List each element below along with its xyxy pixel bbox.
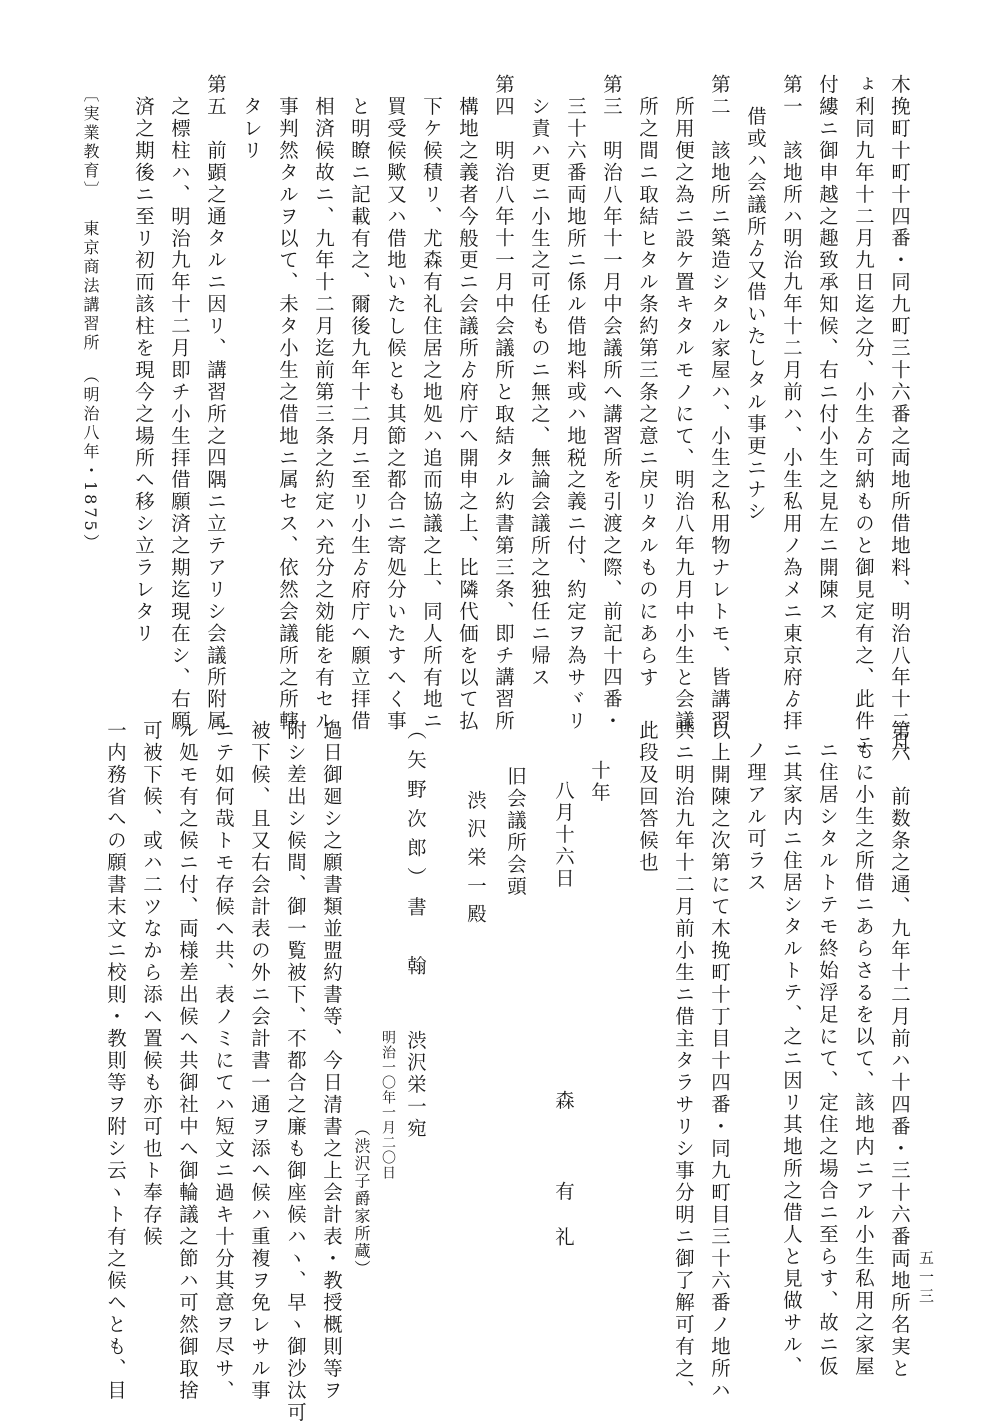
upper-line-6: 第二 該地所ニ築造シタル家屋ハ、小生之私用物ナレトモ、皆講習 [708,74,731,733]
upper-line-5: 借或ハ会議所ゟ又借いたしタル事更ニナシ [744,106,767,524]
sender-name: 森 有礼 [552,1090,575,1272]
letter-line-7: 一内務省への願書末文ニ校則・教則等ヲ附シ云ヽト有之候ヘとも、目 [104,720,127,1402]
upper-line-14: 下ケ候積リ、尤森有礼住居之地処ハ追而協議之上、同人所有地ニ [420,96,443,733]
conclusion-line-2: 共ニ明治九年十二月前小生ニ借主タラサリシ事分明ニ御了解可有之、 [672,720,695,1402]
upper-line-1: 木挽町十町十四番・同九町三十六番之両地所借地料、明治八年十二月 [888,74,911,755]
upper-line-8: 所之間ニ取結ヒタル条約第三条之意ニ戻リタルものにあらす [636,96,659,689]
letter-title: （矢野次郎）書 翰 [404,720,427,985]
institution-name: 東京商法講習所 [81,220,100,353]
recipient-name: 渋沢栄一殿 [464,790,487,932]
conclusion-line-3: 此段及回答候也 [636,720,659,874]
upper-line-4: 第一 該地所ハ明治九年十二月前ハ、小生私用ノ為メニ東京府ゟ拝 [780,74,803,733]
upper-line-12: 第四 明治八年十一月中会議所と取結タル約書第三条、即チ講習所 [492,74,515,733]
letter-line-6: 可被下候、或ハ二ツなから添ヘ置候も亦可也ト奉存候 [140,720,163,1248]
upper-line-9: 第三 明治八年十一月中会議所へ講習所を引渡之際、前記十四番・ [600,74,623,733]
upper-line-16: と明瞭ニ記載有之、爾後九年十二月ニ至リ小生ゟ府庁へ願立拝借 [348,96,371,733]
upper-line-15: 買受候歟又ハ借地いたし候とも其節之都合ニ寄処分いたすへく事 [384,96,407,733]
upper-line-13: 構地之義者今般更ニ会議所ゟ府庁へ開申之上、比隣代価を以て払 [456,96,479,733]
letter-line-3: 被下候、且又右会計表の外ニ会計書一通ヲ添ヘ候ハ重複ヲ免レサル事 [248,720,271,1402]
sixth-line-3: ニ住居シタルトテモ終始浮足にて、定住之場合ニ至らす、故ニ仮 [816,740,839,1378]
sixth-line-2: もに小生之所借ニあらさるを以て、該地内ニアル小生私用之家屋 [852,740,875,1378]
upper-line-11: シ責ハ更ニ小生之可任ものニ無之、無論会議所之独任ニ帰ス [528,96,551,689]
letter-line-1: 過日御廻シ之願書類並盟約書等、今日清書之上会計表・教授概則等ヲ [320,720,343,1402]
upper-line-2: ょ利同九年十二月九日迄之分、小生ゟ可納ものと御見定有之、此件ニ [852,74,875,755]
sixth-line-4: ニ其家内ニ住居シタルトテ、之ニ因リ其地所之借人と見做サル、 [780,740,803,1378]
letter-line-2: 附シ差出シ候間、御一覧被下、不都合之廉も御座候ハヽ、早ヽ御沙汰可 [284,720,307,1424]
sixth-line-5: ノ理アル可ラス [744,740,767,894]
letter-line-4: ニテ如何哉トモ存候ヘ共、表ノミにてハ短文ニ過キ十分其意ヲ尽サ、 [212,720,235,1402]
upper-line-3: 付縷ニ御申越之趣致承知候、右ニ付小生之見左ニ開陳ス [816,74,839,623]
conclusion-line-1: 以上開陳之次第にて木挽町十丁目十四番・同九町目三十六番ノ地所ハ [708,720,731,1402]
series-label: 〔実業教育〕 [81,86,100,200]
letter-date: 明治一〇年一月二〇日 [380,1030,396,1180]
letter-line-5: ル処モ有之候ニ付、両様差出候ヘ共御社中へ御輪議之節ハ可然御取捨 [176,720,199,1402]
archive-note: （渋沢子爵家所蔵） [352,1120,371,1278]
upper-line-19: タレリ [240,96,263,162]
upper-line-18: 事判然タルヲ以て、未タ小生之借地ニ属セス、依然会議所之所轄 [276,96,299,733]
upper-line-17: 相済候故ニ、九年十二月迄前第三条之約定ハ充分之効能を有セル [312,96,335,733]
era-label: （明治八年・1875） [81,367,100,553]
running-header [82,86,98,553]
letter-recipient: 渋沢栄一宛 [404,1030,427,1140]
sixth-line-1: 第六 前数条之通、九年十二月前ハ十四番・三十六番両地所名実と [888,720,911,1380]
page-number: 五一三 [917,1250,935,1307]
upper-line-7: 所用便之為ニ設ケ置キタルモノにて、明治八年九月中小生と会議 [672,96,695,733]
date-label: 八月十六日 [552,780,575,890]
upper-line-21: 之標柱ハ、明治九年十二月即チ小生拝借願済之期迄現在シ、右願 [168,96,191,733]
upper-line-20: 第五 前顕之通タルニ因リ、講習所之四隅ニ立テアリシ会議所附属 [204,74,227,733]
recipient-title: 旧会議所会頭 [504,766,527,898]
year-label: 十年 [588,760,611,804]
upper-line-22: 済之期後ニ至リ初而該柱を現今之場所へ移シ立ラレタリ [132,96,155,645]
upper-line-10: 三十六番両地所ニ係ル借地料或ハ地税之義ニ付、約定ヲ為サヾリ [564,96,587,733]
